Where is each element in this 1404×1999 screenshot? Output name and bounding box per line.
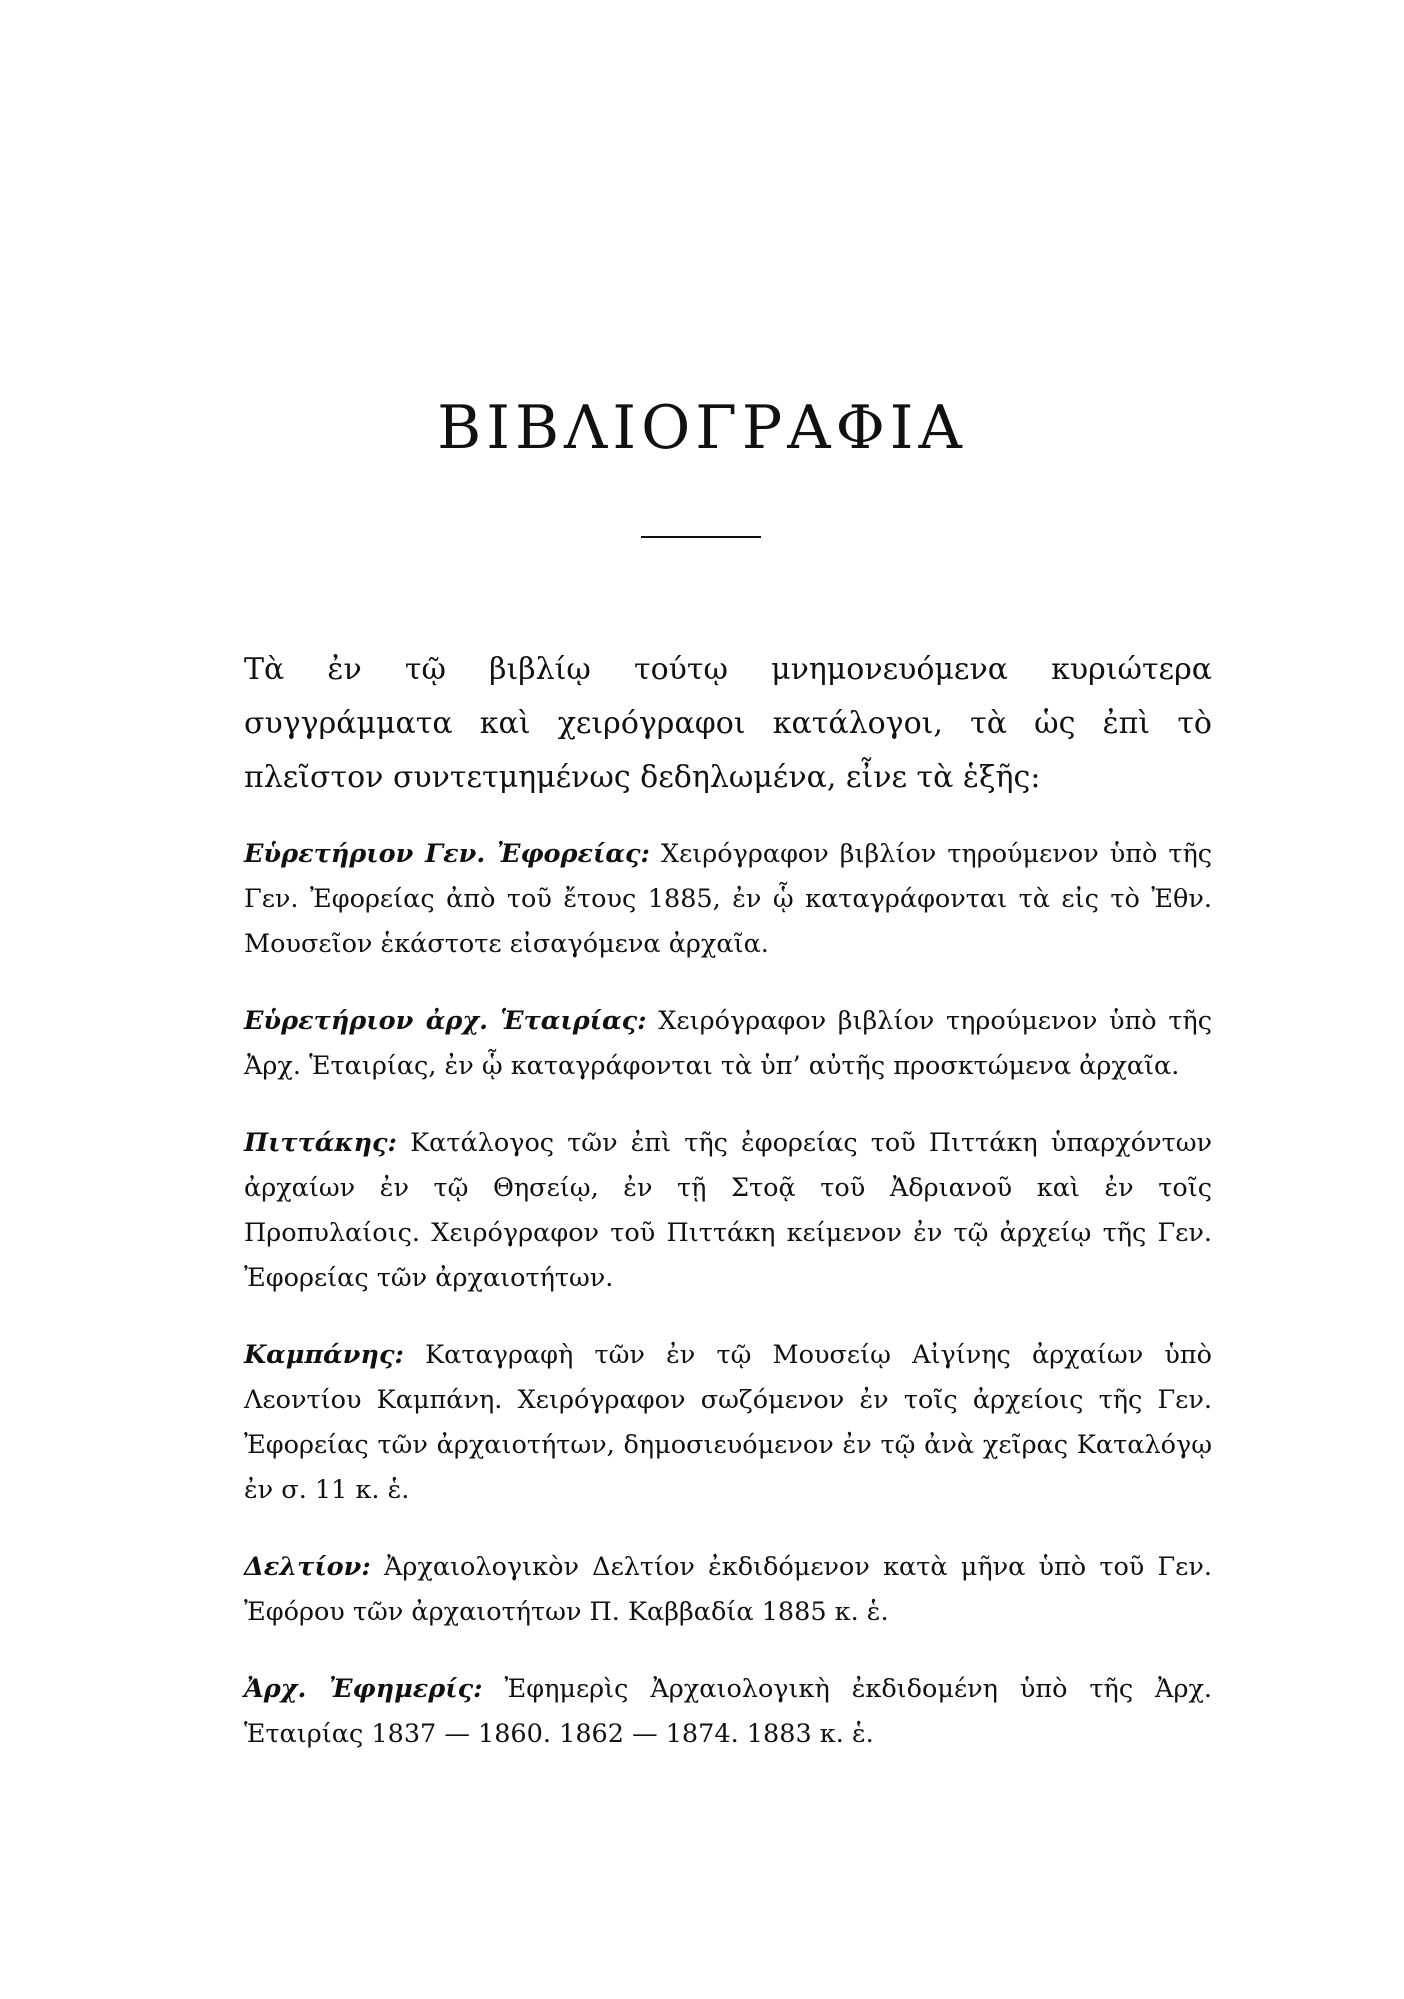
entry-term: Πιττάκης:	[244, 1128, 397, 1158]
page-title: ΒΙΒΛΙΟΓΡΑΦΙΑ	[437, 393, 967, 463]
intro-paragraph: Τὰ ἐν τῷ βιβλίῳ τούτῳ μνημονευόμενα κυριώτερα συγγράμματα καὶ χειρόγραφοι κατάλογοι, τὰ ὡς ἐπὶ τὸ πλεῖστον συντετμημένως δεδηλωμένα, εἶνε τὰ ἑξῆς:	[244, 652, 1212, 795]
entry-text: Χειρόγραφον βιβλίον τηρούμενον ὑπὸ τῆς Γεν. Ἐφορείας ἀπὸ τοῦ ἔτους 1885, ἐν ᾧ καταγράφονται τὰ εἰς τὸ Ἐθν. Μουσεῖον ἑκάστοτε εἰσαγόμενα ἀρχαῖα.	[244, 839, 1213, 959]
entry-text: Ἀρχαιολογικὸν Δελτίον ἐκδιδόμενον κατὰ μῆνα ὑπὸ τοῦ Γεν. Ἐφόρου τῶν ἀρχαιοτήτων Π. Καββαδία 1885 κ. ἑ.	[244, 1552, 1213, 1627]
entry-text: Καταγραφὴ τῶν ἐν τῷ Μουσείῳ Αἰγίνης ἀρχαίων ὑπὸ Λεοντίου Καμπάνη. Χειρόγραφον σωζόμενον ἐν τοῖς ἀρχείοις τῆς Γεν. Ἐφορείας τῶν ἀρχαιοτήτων, δημοσιευόμενον ἐν τῷ ἀνὰ χεῖρας Καταλόγῳ ἐν σ. 11 κ. ἑ.	[244, 1340, 1212, 1505]
entry-text: Κατάλογος τῶν ἐπὶ τῆς ἐφορείας τοῦ Πιττάκη ὑπαρχόντων ἀρχαίων ἐν τῷ Θησείῳ, ἐν τῇ Στοᾷ τοῦ Ἀδριανοῦ καὶ ἐν τοῖς Προπυλαίοις. Χειρόγραφον τοῦ Πιττάκη κείμενον ἐν τῷ ἀρχείῳ τῆς Γεν. Ἐφορείας τῶν ἀρχαιοτήτων.	[244, 1128, 1213, 1293]
bibliography-entry	[244, 1121, 1212, 1301]
bibliography-entry	[244, 1333, 1212, 1513]
entry-text: Ἐφημερὶς Ἀρχαιολογικὴ ἐκδιδομένη ὑπὸ τῆς Ἀρχ. Ἑταιρίας 1837 — 1860. 1862 — 1874. 1883 κ. ἑ.	[244, 1674, 1213, 1749]
bibliography-entry	[244, 832, 1212, 967]
bibliography-entry	[244, 999, 1212, 1089]
bibliography-entry	[244, 1667, 1212, 1757]
entry-text: Χειρόγραφον βιβλίον τηρούμενον ὑπὸ τῆς Ἀρχ. Ἑταιρίας, ἐν ᾧ καταγράφονται τὰ ὑπ’ αὐτῆς προσκτώμενα ἀρχαῖα.	[244, 1006, 1212, 1081]
bibliography-list	[244, 832, 1212, 1757]
entry-term: Καμπάνης:	[244, 1340, 404, 1370]
title-rule	[641, 536, 761, 538]
bibliography-entry	[244, 1545, 1212, 1635]
entry-term: Ἀρχ. Ἐφημερίς:	[244, 1674, 483, 1704]
entry-term: Δελτίον:	[244, 1552, 371, 1582]
entry-term: Εὑρετήριον Γεν. Ἐφορείας:	[244, 839, 650, 869]
entry-term: Εὑρετήριον ἀρχ. Ἑταιρίας:	[244, 1006, 647, 1036]
